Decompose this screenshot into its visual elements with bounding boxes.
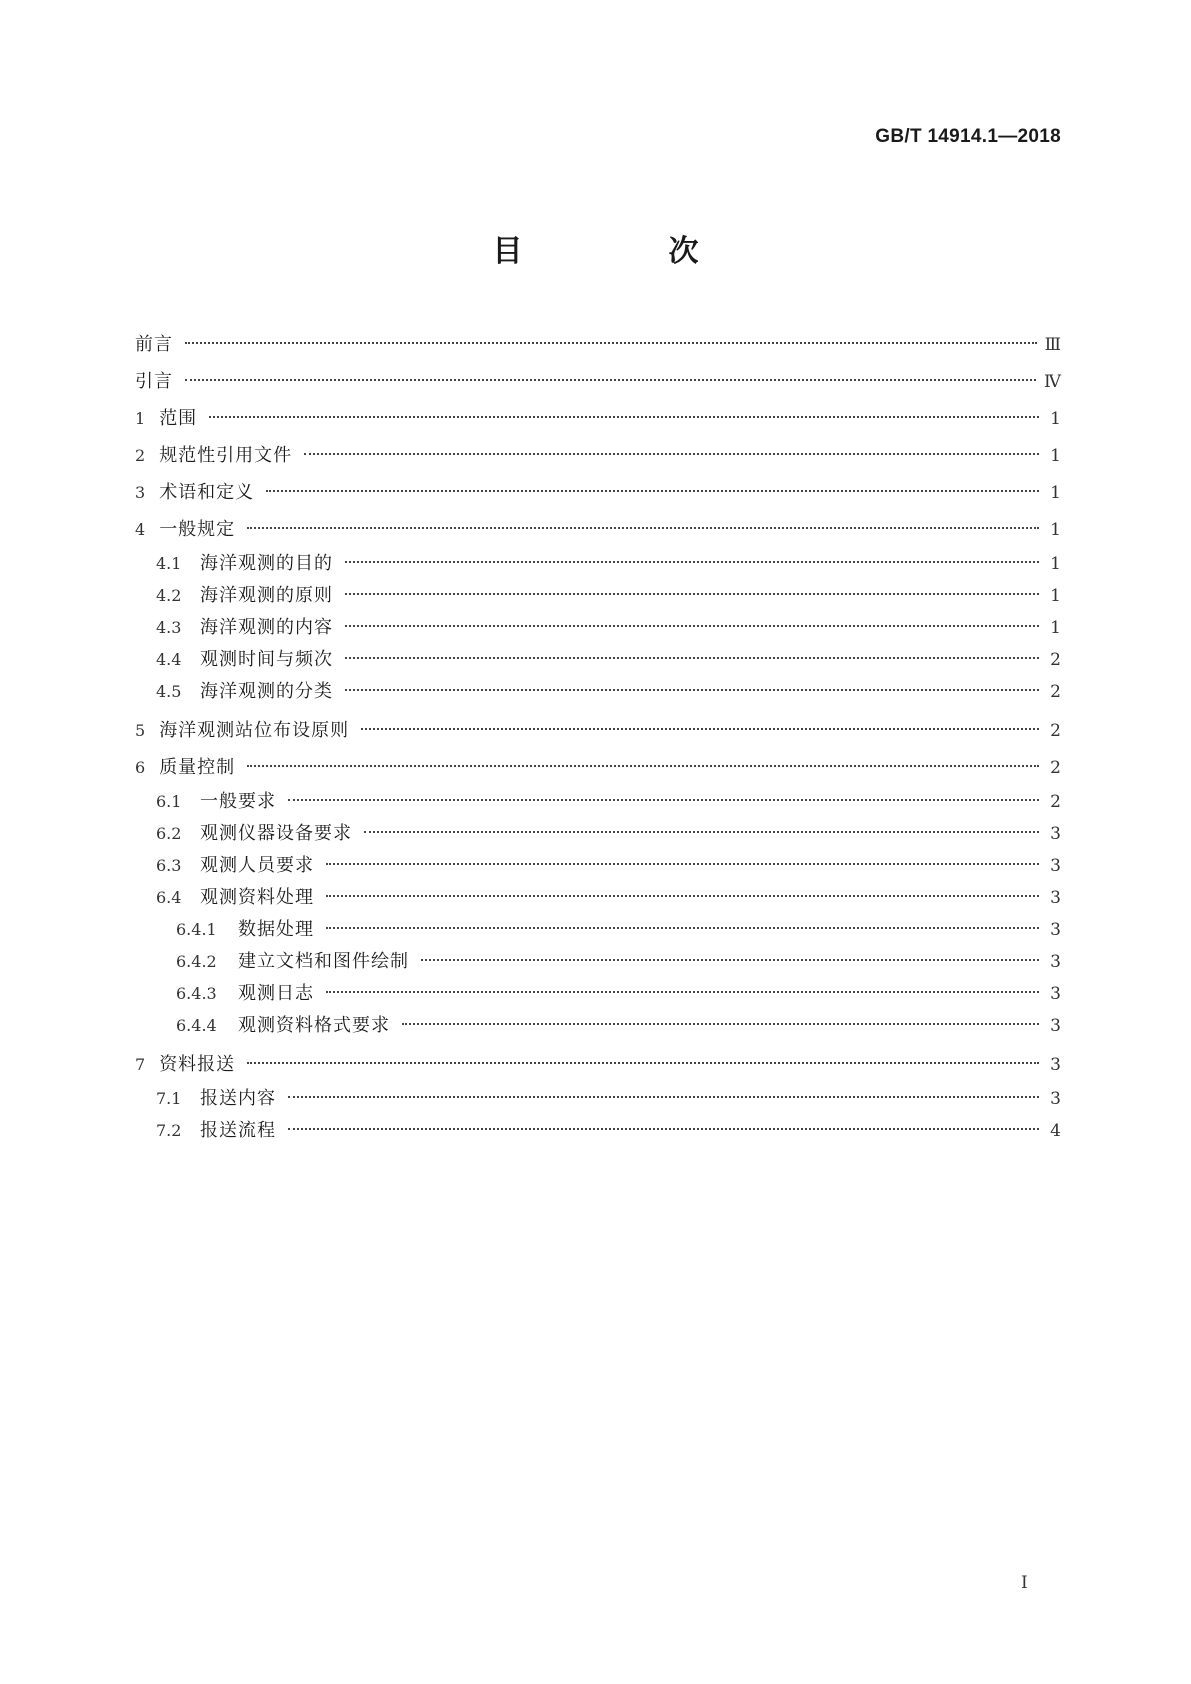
toc-entry-number: 6.1 xyxy=(156,792,182,811)
toc-entry-page: 3 xyxy=(1050,888,1061,908)
toc-entry-page: 2 xyxy=(1050,682,1061,702)
toc-entry-page: 3 xyxy=(1050,1089,1061,1109)
toc-entry-page: 3 xyxy=(1050,984,1061,1004)
dot-leader xyxy=(345,593,1039,595)
standard-number: GB/T 14914.1—2018 xyxy=(875,126,1061,147)
dot-leader xyxy=(326,863,1039,865)
toc-entry-page: 3 xyxy=(1050,1055,1061,1075)
dot-leader xyxy=(345,657,1039,659)
dot-leader xyxy=(185,342,1037,344)
dot-leader xyxy=(345,689,1039,691)
toc-entry-label: 观测仪器设备要求 xyxy=(200,823,352,844)
toc-entry-page: 1 xyxy=(1050,483,1061,503)
toc-entry[interactable] xyxy=(135,978,1061,1010)
toc-entry-number: 4.1 xyxy=(156,554,182,573)
toc-entry-page: 3 xyxy=(1050,1016,1061,1036)
toc-entry-number: 6.2 xyxy=(156,824,182,843)
toc-entry-page: 3 xyxy=(1050,824,1061,844)
toc-entry-label: 术语和定义 xyxy=(159,482,255,503)
toc-entry[interactable] xyxy=(135,511,1061,548)
toc-entry-number: 6.4.3 xyxy=(176,984,217,1003)
page-number: I xyxy=(1021,1573,1028,1593)
toc-entry-number: 2 xyxy=(135,446,146,465)
page-title: 目 次 xyxy=(492,234,757,269)
toc-entry-label: 建立文档和图件绘制 xyxy=(238,951,409,972)
dot-leader xyxy=(247,527,1039,529)
dot-leader xyxy=(326,895,1039,897)
toc-entry[interactable] xyxy=(135,749,1061,786)
toc-entry[interactable] xyxy=(135,786,1061,818)
dot-leader xyxy=(364,831,1039,833)
toc-entry-number: 6.4 xyxy=(156,888,182,907)
toc-entry-label: 海洋观测的分类 xyxy=(200,681,333,702)
dot-leader xyxy=(288,1096,1039,1098)
toc-entry-number: 4.3 xyxy=(156,618,182,637)
toc-entry[interactable] xyxy=(135,914,1061,946)
toc-entry-page: 3 xyxy=(1050,952,1061,972)
toc-entry[interactable] xyxy=(135,612,1061,644)
toc-entry-page: 3 xyxy=(1050,920,1061,940)
toc-entry-number: 6.4.4 xyxy=(176,1016,217,1035)
dot-leader xyxy=(304,453,1039,455)
toc-entry-label: 观测资料处理 xyxy=(200,887,314,908)
toc-entry-label: 引言 xyxy=(135,371,173,392)
toc-entry-number: 6.4.1 xyxy=(176,920,217,939)
toc-entry-label: 海洋观测的内容 xyxy=(200,617,333,638)
dot-leader xyxy=(326,927,1039,929)
toc-entry-number: 7.2 xyxy=(156,1121,182,1140)
toc-entry[interactable] xyxy=(135,712,1061,749)
table-of-contents xyxy=(135,326,1061,1147)
toc-entry[interactable] xyxy=(135,326,1061,363)
toc-entry-label: 报送流程 xyxy=(200,1120,276,1141)
toc-entry[interactable] xyxy=(135,580,1061,612)
toc-entry-number: 6.3 xyxy=(156,856,182,875)
toc-entry[interactable] xyxy=(135,1083,1061,1115)
toc-entry[interactable] xyxy=(135,946,1061,978)
toc-entry-number: 4.5 xyxy=(156,682,182,701)
dot-leader xyxy=(266,490,1039,492)
toc-entry[interactable] xyxy=(135,644,1061,676)
toc-entry-label: 前言 xyxy=(135,334,173,355)
toc-entry-label: 海洋观测的目的 xyxy=(200,553,333,574)
toc-entry-number: 7.1 xyxy=(156,1089,182,1108)
toc-entry-page: 2 xyxy=(1050,792,1061,812)
toc-entry-page: 1 xyxy=(1050,520,1061,540)
toc-entry[interactable] xyxy=(135,818,1061,850)
toc-entry-number: 3 xyxy=(135,483,146,502)
dot-leader xyxy=(288,799,1039,801)
dot-leader xyxy=(326,991,1039,993)
toc-entry-number: 1 xyxy=(135,409,146,428)
toc-entry[interactable] xyxy=(135,1046,1061,1083)
toc-entry-page: 1 xyxy=(1050,409,1061,429)
toc-entry[interactable] xyxy=(135,400,1061,437)
toc-entry[interactable] xyxy=(135,437,1061,474)
toc-entry-label: 报送内容 xyxy=(200,1088,276,1109)
toc-entry[interactable] xyxy=(135,882,1061,914)
dot-leader xyxy=(361,728,1039,730)
toc-entry-page: 1 xyxy=(1050,618,1061,638)
toc-entry-page: 1 xyxy=(1050,554,1061,574)
toc-entry-number: 4 xyxy=(135,520,146,539)
dot-leader xyxy=(402,1023,1039,1025)
toc-entry-label: 海洋观测的原则 xyxy=(200,585,333,606)
toc-entry-page: 3 xyxy=(1050,856,1061,876)
toc-entry-number: 6.4.2 xyxy=(176,952,217,971)
toc-entry[interactable] xyxy=(135,363,1061,400)
toc-entry-page: 1 xyxy=(1050,446,1061,466)
toc-entry-label: 一般规定 xyxy=(159,519,236,540)
dot-leader xyxy=(421,959,1039,961)
toc-entry-label: 质量控制 xyxy=(159,757,236,778)
dot-leader xyxy=(345,625,1039,627)
toc-entry-label: 观测日志 xyxy=(238,983,314,1004)
toc-entry-label: 数据处理 xyxy=(238,919,314,940)
toc-entry[interactable] xyxy=(135,1010,1061,1042)
toc-entry-page: 4 xyxy=(1050,1121,1061,1141)
toc-entry-label: 海洋观测站位布设原则 xyxy=(159,720,350,741)
toc-entry-label: 观测人员要求 xyxy=(200,855,314,876)
toc-entry-label: 资料报送 xyxy=(159,1054,236,1075)
toc-entry-number: 4.4 xyxy=(156,650,182,669)
toc-entry-page: 1 xyxy=(1050,586,1061,606)
toc-entry[interactable] xyxy=(135,548,1061,580)
toc-entry-page: 2 xyxy=(1050,758,1061,778)
toc-entry-number: 6 xyxy=(135,758,146,777)
dot-leader xyxy=(247,765,1039,767)
toc-entry-page: Ⅲ xyxy=(1044,335,1061,355)
toc-entry-number: 7 xyxy=(135,1055,146,1074)
toc-entry-page: 2 xyxy=(1050,721,1061,741)
toc-entry-label: 规范性引用文件 xyxy=(159,445,293,466)
toc-entry-page: Ⅳ xyxy=(1044,372,1061,392)
dot-leader xyxy=(209,416,1039,418)
dot-leader xyxy=(185,379,1036,381)
dot-leader xyxy=(345,561,1039,563)
toc-entry-label: 观测资料格式要求 xyxy=(238,1015,390,1036)
toc-entry[interactable] xyxy=(135,676,1061,708)
toc-entry[interactable] xyxy=(135,474,1061,511)
toc-entry-page: 2 xyxy=(1050,650,1061,670)
toc-entry-number: 4.2 xyxy=(156,586,182,605)
toc-entry-label: 一般要求 xyxy=(200,791,276,812)
toc-entry[interactable] xyxy=(135,1115,1061,1147)
toc-entry[interactable] xyxy=(135,850,1061,882)
toc-entry-number: 5 xyxy=(135,721,146,740)
dot-leader xyxy=(247,1062,1039,1064)
dot-leader xyxy=(288,1128,1039,1130)
toc-entry-label: 观测时间与频次 xyxy=(200,649,333,670)
toc-entry-label: 范围 xyxy=(159,408,198,429)
